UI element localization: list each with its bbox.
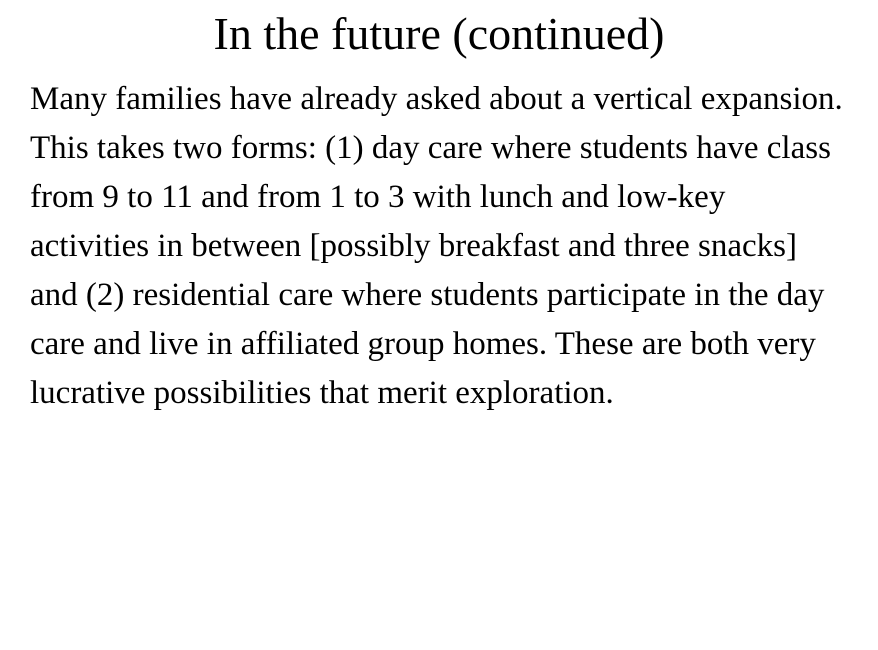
slide-title: In the future (continued)	[213, 8, 665, 59]
slide-body-text: Many families have already asked about a vertical expansion. This takes two forms: (1) day care where students have class from 9 to 11 and from 1 to 3 with lunch and low-key activities in between [possibly breakfast and three snacks] and (2) residential care where students participate in the day care and live in affiliated group homes. These are both very lucrative possibilities that merit exploration.	[30, 81, 843, 412]
